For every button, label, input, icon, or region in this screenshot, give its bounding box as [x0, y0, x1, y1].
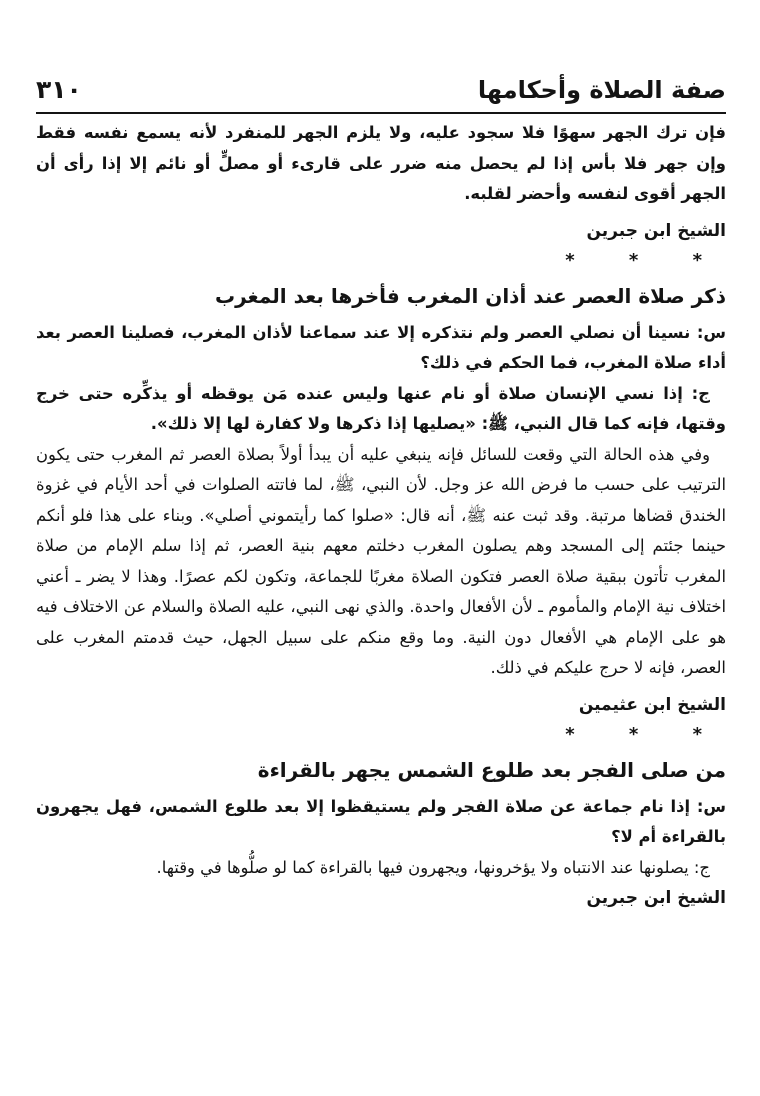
answer-text: ج: يصلونها عند الانتباه ولا يؤخرونها، ويجهرون فيها بالقراءة كما لو صلُّوها في وقتها.: [156, 857, 710, 877]
section-separator: * * *: [565, 723, 726, 745]
answer-intro: ج: إذا نسي الإنسان صلاة أو نام عنها وليس عنده مَن يوقظه أو يذكِّره حتى خرج وقتها، فإنه كما قال النبي، ﷺ: «يصليها إذا ذكرها ولا كفارة لها إلا ذلك».: [36, 383, 726, 433]
answer-body: وفي هذه الحالة التي وقعت للسائل فإنه ينبغي عليه أن يبدأ أولاً بصلاة العصر ثم المغرب حتى يكون الترتيب على حسب ما فرض الله عز وجل. لأن النبي، ﷺ، لما فاتته الصلوات في أحد الأيام في غزوة الخندق قضاها مرتبة. وقد ثبت عنه ﷺ، أنه قال: «صلوا كما رأيتموني أصلي». وبناء على هذا فلو أنكم حينما جئتم إلى المسجد وهم يصلون المغرب دخلتم معهم بنية العصر، ثم إذا سلم الإمام من صلاة المغرب تأتون ببقية صلاة العصر فتكون الصلاة مغربًا للجماعة، وتكون لكم عصرًا. وهذا لا يضر ـ أعني اختلاف نية الإمام والمأموم ـ لأن الأفعال واحدة. والذي نهى النبي، عليه الصلاة والسلام عن الاختلاف فيه هو على الإمام هي الأفعال دون النية. وما وقع منكم على سبيل الجهل، حيث قدمتم المغرب على العصر، فإنه لا حرج عليكم في ذلك.: [36, 444, 726, 677]
author-signature: الشيخ ابن جبرين: [586, 888, 726, 908]
question-text: س: إذا نام جماعة عن صلاة الفجر ولم يستيقظوا إلا بعد طلوع الشمس، فهل يجهرون بالقراءة أم لا؟: [36, 796, 726, 846]
running-title: صفة الصلاة وأحكامها: [477, 76, 726, 104]
answer-continuation: فإن ترك الجهر سهوًا فلا سجود عليه، ولا يلزم الجهر للمنفرد لأنه يسمع نفسه فقط وإن جهر فلا بأس إذا لم يحصل منه ضرر على قارىء أو مصلٍّ أو نائم إلا إذا رأى أن الجهر أقوى لنفسه وأحضر لقلبه.: [36, 123, 726, 203]
author-signature: الشيخ ابن عثيمين: [578, 694, 726, 715]
question-text: س: نسينا أن نصلي العصر ولم نتذكره إلا عند سماعنا لأذان المغرب، فصلينا العصر بعد أداء صلاة المغرب، فما الحكم في ذلك؟: [36, 322, 726, 372]
section-separator: * * *: [565, 249, 726, 271]
page-header: [36, 72, 726, 114]
page-number: ٣١٠: [36, 75, 82, 104]
section-heading: ذكر صلاة العصر عند أذان المغرب فأخرها بعد المغرب: [215, 283, 726, 308]
section-heading: من صلى الفجر بعد طلوع الشمس يجهر بالقراءة: [257, 757, 726, 782]
author-signature: الشيخ ابن جبرين: [586, 220, 726, 241]
page-content: [36, 118, 726, 913]
